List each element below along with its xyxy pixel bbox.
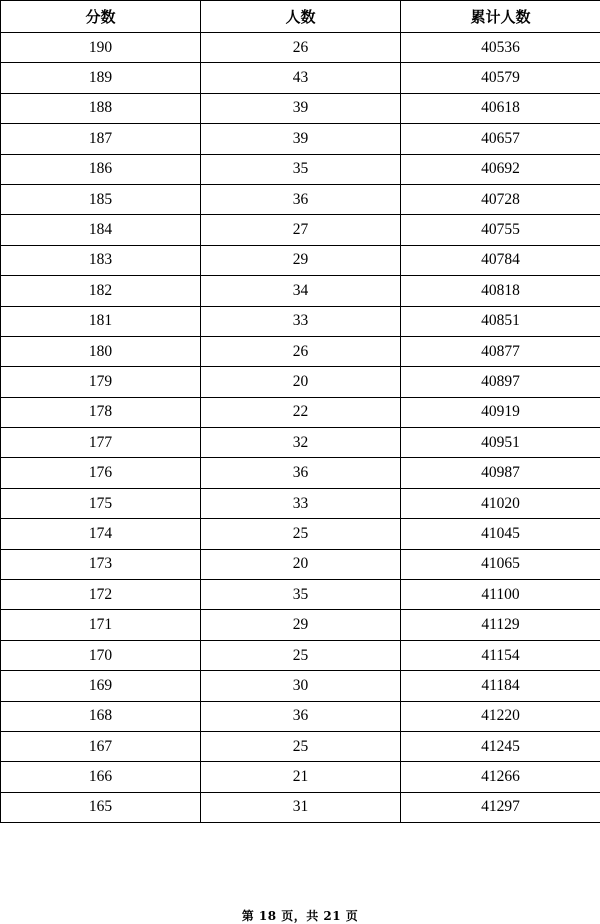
count-cell: 20 xyxy=(201,367,401,397)
cumulative-cell: 40692 xyxy=(401,154,600,184)
table-row xyxy=(1,731,600,761)
count-cell: 31 xyxy=(201,792,401,822)
count-cell: 43 xyxy=(201,63,401,93)
table-row xyxy=(1,610,600,640)
count-cell: 36 xyxy=(201,458,401,488)
score-cell: 171 xyxy=(1,610,201,640)
count-cell: 39 xyxy=(201,93,401,123)
table-row xyxy=(1,428,600,458)
page-footer: 第 18 页，共 21 页 xyxy=(241,909,359,923)
cumulative-cell: 40919 xyxy=(401,397,600,427)
score-cell: 176 xyxy=(1,458,201,488)
cumulative-cell: 41100 xyxy=(401,580,600,610)
table-row xyxy=(1,184,600,214)
cumulative-cell: 40877 xyxy=(401,336,600,366)
cumulative-cell: 41220 xyxy=(401,701,600,731)
cumulative-cell: 41129 xyxy=(401,610,600,640)
count-cell: 22 xyxy=(201,397,401,427)
header-count: 人数 xyxy=(201,1,401,33)
header-cumulative: 累计人数 xyxy=(401,1,600,33)
table-row xyxy=(1,792,600,822)
count-cell: 32 xyxy=(201,428,401,458)
cumulative-cell: 40728 xyxy=(401,184,600,214)
score-cell: 180 xyxy=(1,336,201,366)
table-row xyxy=(1,640,600,670)
score-cell: 173 xyxy=(1,549,201,579)
count-cell: 35 xyxy=(201,154,401,184)
cumulative-cell: 40851 xyxy=(401,306,600,336)
cumulative-cell: 40618 xyxy=(401,93,600,123)
table-row xyxy=(1,306,600,336)
table-row xyxy=(1,124,600,154)
table-row xyxy=(1,549,600,579)
table-row xyxy=(1,458,600,488)
table-row xyxy=(1,33,600,63)
cumulative-cell: 40897 xyxy=(401,367,600,397)
count-cell: 26 xyxy=(201,33,401,63)
table-row xyxy=(1,336,600,366)
count-cell: 35 xyxy=(201,580,401,610)
count-cell: 34 xyxy=(201,276,401,306)
count-cell: 21 xyxy=(201,762,401,792)
table-row xyxy=(1,215,600,245)
table-row xyxy=(1,397,600,427)
cumulative-cell: 41297 xyxy=(401,792,600,822)
count-cell: 27 xyxy=(201,215,401,245)
count-cell: 29 xyxy=(201,245,401,275)
score-cell: 183 xyxy=(1,245,201,275)
score-cell: 187 xyxy=(1,124,201,154)
count-cell: 26 xyxy=(201,336,401,366)
score-cell: 168 xyxy=(1,701,201,731)
score-cell: 184 xyxy=(1,215,201,245)
table-body xyxy=(1,33,600,823)
table-row xyxy=(1,580,600,610)
cumulative-cell: 41045 xyxy=(401,519,600,549)
score-cell: 186 xyxy=(1,154,201,184)
table-row xyxy=(1,367,600,397)
cumulative-cell: 40818 xyxy=(401,276,600,306)
cumulative-cell: 40987 xyxy=(401,458,600,488)
table-row xyxy=(1,701,600,731)
score-cell: 177 xyxy=(1,428,201,458)
cumulative-cell: 40536 xyxy=(401,33,600,63)
cumulative-cell: 41154 xyxy=(401,640,600,670)
count-cell: 33 xyxy=(201,488,401,518)
table-row xyxy=(1,519,600,549)
score-cell: 170 xyxy=(1,640,201,670)
score-cell: 188 xyxy=(1,93,201,123)
cumulative-cell: 41266 xyxy=(401,762,600,792)
cumulative-cell: 41245 xyxy=(401,731,600,761)
count-cell: 20 xyxy=(201,549,401,579)
table-row xyxy=(1,245,600,275)
score-cell: 174 xyxy=(1,519,201,549)
count-cell: 33 xyxy=(201,306,401,336)
table-row xyxy=(1,671,600,701)
cumulative-cell: 40755 xyxy=(401,215,600,245)
table-row xyxy=(1,154,600,184)
table-row xyxy=(1,762,600,792)
cumulative-cell: 40784 xyxy=(401,245,600,275)
score-cell: 178 xyxy=(1,397,201,427)
count-cell: 39 xyxy=(201,124,401,154)
score-cell: 172 xyxy=(1,580,201,610)
cumulative-cell: 40951 xyxy=(401,428,600,458)
score-cell: 169 xyxy=(1,671,201,701)
score-cell: 166 xyxy=(1,762,201,792)
score-cell: 190 xyxy=(1,33,201,63)
count-cell: 25 xyxy=(201,640,401,670)
cumulative-cell: 40579 xyxy=(401,63,600,93)
count-cell: 25 xyxy=(201,519,401,549)
cumulative-cell: 41184 xyxy=(401,671,600,701)
header-score: 分数 xyxy=(1,1,201,33)
score-cell: 189 xyxy=(1,63,201,93)
score-cell: 182 xyxy=(1,276,201,306)
score-cell: 167 xyxy=(1,731,201,761)
score-cell: 185 xyxy=(1,184,201,214)
count-cell: 36 xyxy=(201,184,401,214)
count-cell: 30 xyxy=(201,671,401,701)
count-cell: 36 xyxy=(201,701,401,731)
cumulative-cell: 41020 xyxy=(401,488,600,518)
score-cell: 179 xyxy=(1,367,201,397)
count-cell: 25 xyxy=(201,731,401,761)
score-cell: 165 xyxy=(1,792,201,822)
table-row xyxy=(1,63,600,93)
score-cell: 181 xyxy=(1,306,201,336)
cumulative-cell: 41065 xyxy=(401,549,600,579)
table-row xyxy=(1,276,600,306)
count-cell: 29 xyxy=(201,610,401,640)
header-row xyxy=(1,1,600,33)
score-cell: 175 xyxy=(1,488,201,518)
cumulative-cell: 40657 xyxy=(401,124,600,154)
table-header xyxy=(1,1,600,33)
table-row xyxy=(1,488,600,518)
table-row xyxy=(1,93,600,123)
